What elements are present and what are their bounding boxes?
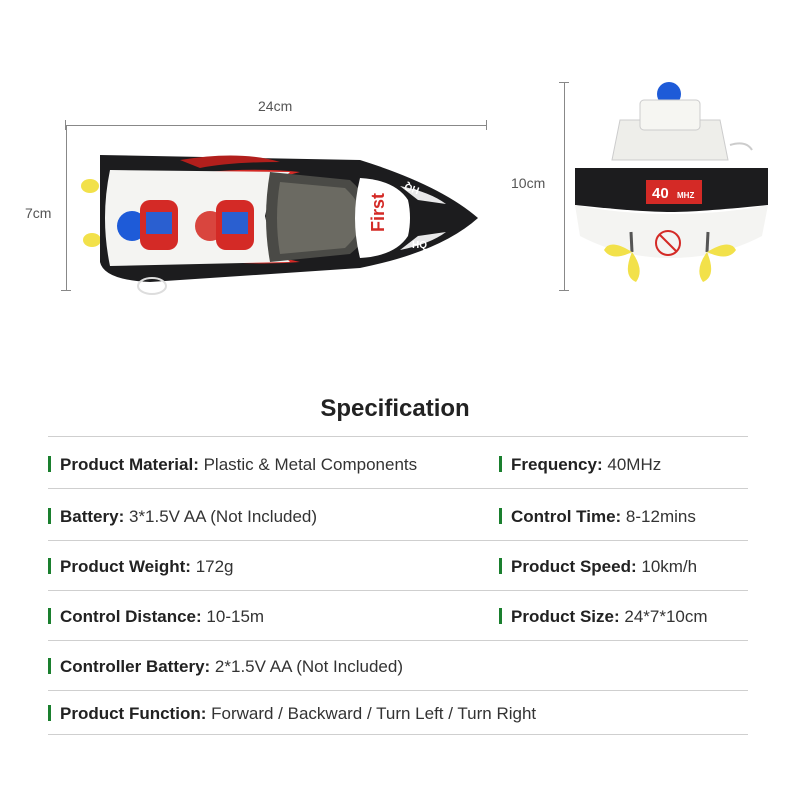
spec-item-controller-battery: Controller Battery: 2*1.5V AA (Not Included) bbox=[48, 657, 403, 677]
spec-item-control-time: Control Time: 8-12mins bbox=[499, 507, 696, 527]
spec-item-size: Product Size: 24*7*10cm bbox=[499, 607, 708, 627]
spec-divider bbox=[48, 640, 748, 641]
spec-divider bbox=[48, 540, 748, 541]
stern-propellers bbox=[81, 179, 101, 247]
spec-bullet bbox=[48, 508, 51, 524]
boat-rear-view bbox=[575, 82, 768, 282]
spec-bullet bbox=[499, 456, 502, 472]
spec-divider bbox=[48, 690, 748, 691]
spec-bullet bbox=[499, 508, 502, 524]
hull-text-first: First bbox=[368, 192, 388, 232]
spec-item-function: Product Function: Forward / Backward / Turn Left / Turn Right bbox=[48, 704, 536, 724]
specification-title: Specification bbox=[320, 395, 470, 422]
spec-bullet bbox=[48, 456, 51, 472]
spec-bullet bbox=[48, 658, 51, 674]
spec-item-speed: Product Speed: 10km/h bbox=[499, 557, 697, 577]
hull-text-hq-top: HQ bbox=[403, 180, 422, 196]
spec-divider bbox=[48, 436, 748, 437]
spec-item-weight: Product Weight: 172g bbox=[48, 557, 234, 577]
hull-text-hq-bottom: HQ bbox=[412, 240, 427, 251]
spec-divider bbox=[48, 590, 748, 591]
spec-item-battery: Battery: 3*1.5V AA (Not Included) bbox=[48, 507, 317, 527]
rear-badge-number: 40 bbox=[652, 185, 669, 202]
spec-item-frequency: Frequency: 40MHz bbox=[499, 455, 661, 475]
spec-bullet bbox=[48, 608, 51, 624]
spec-divider bbox=[48, 488, 748, 489]
spec-bullet bbox=[499, 608, 502, 624]
height-dimension-label: 10cm bbox=[511, 175, 546, 191]
spec-bullet bbox=[499, 558, 502, 574]
rear-badge-unit: MHZ bbox=[677, 191, 695, 200]
spec-item-control-distance: Control Distance: 10-15m bbox=[48, 607, 264, 627]
length-dimension-label: 24cm bbox=[258, 98, 293, 114]
width-dimension-label: 7cm bbox=[25, 205, 52, 221]
spec-item-material: Product Material: Plastic & Metal Components bbox=[48, 455, 417, 475]
spec-bullet bbox=[48, 558, 51, 574]
spec-divider bbox=[48, 734, 748, 735]
spec-bullet bbox=[48, 705, 51, 721]
